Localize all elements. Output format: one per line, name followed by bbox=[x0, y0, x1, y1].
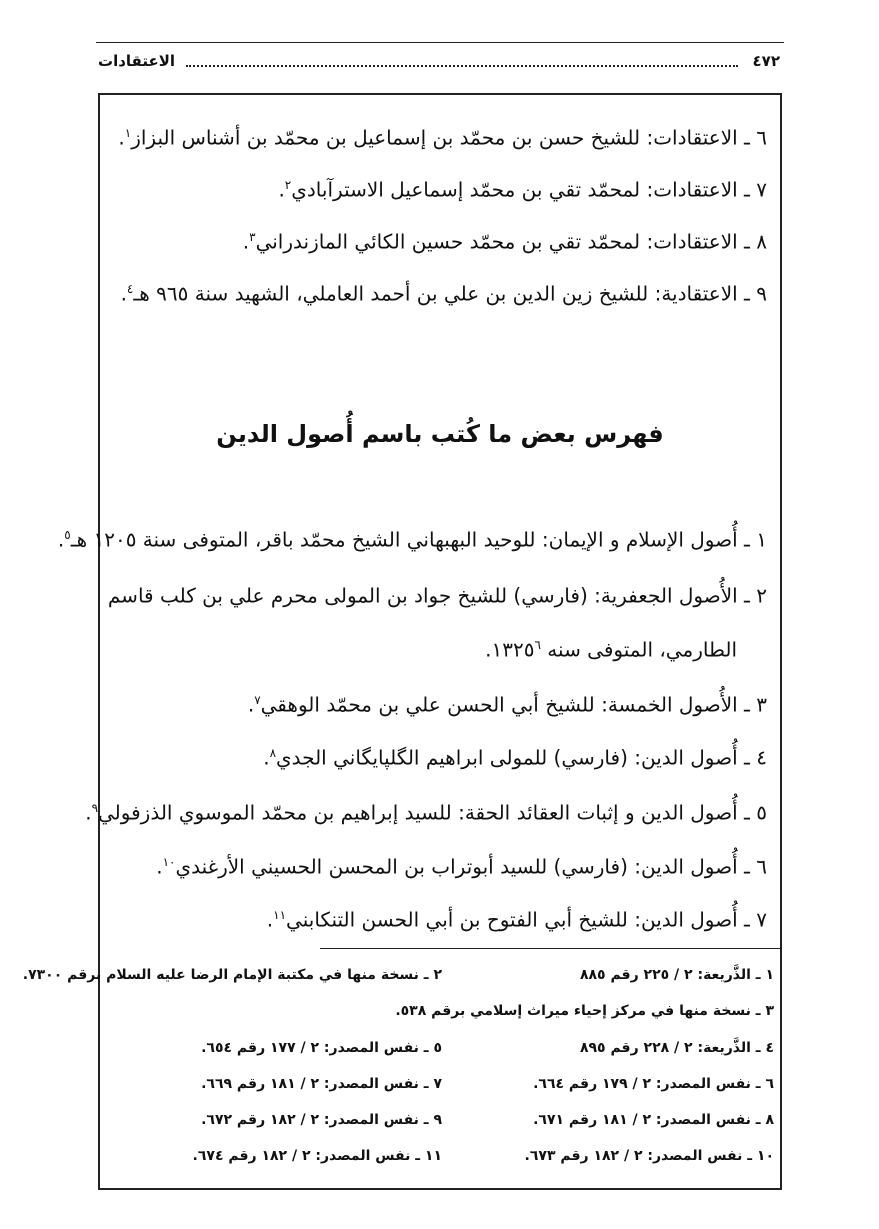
running-header bbox=[98, 52, 780, 74]
footnote: ١١ ـ نفس المصدر: ٢ / ١٨٢ رقم ٦٧٤. bbox=[192, 1148, 442, 1164]
footnote-marker: ١٠ bbox=[162, 855, 176, 869]
footnote: ٩ ـ نفس المصدر: ٢ / ١٨٢ رقم ٦٧٢. bbox=[201, 1112, 442, 1128]
footnote-separator bbox=[320, 948, 781, 949]
footnote: ١٠ ـ نفس المصدر: ٢ / ١٨٢ رقم ٦٧٣. bbox=[524, 1148, 774, 1164]
footnote: ٨ ـ نفس المصدر: ٢ / ١٨١ رقم ٦٧١. bbox=[533, 1112, 774, 1128]
header-dot-leader bbox=[186, 65, 738, 67]
footnote: ٥ ـ نفس المصدر: ٢ / ١٧٧ رقم ٦٥٤. bbox=[201, 1040, 442, 1056]
section-heading: فهرس بعض ما كُتب باسم أُصول الدين bbox=[216, 420, 664, 448]
footnote-marker: ١ bbox=[124, 126, 132, 140]
entry-line: ٦ ـ أُصول الدين: (فارسي) للسيد أبوتراب بن المحسن الحسيني الأرغندي$^{١٠}$. bbox=[156, 854, 767, 879]
footnote: ٢ ـ نسخة منها في مكتبة الإمام الرضا عليه السلام برقم ٧٣٠٠. bbox=[22, 967, 442, 983]
entry-line: ١ ـ أُصول الإسلام و الإيمان: للوحيد البهبهاني الشيخ محمّد باقر، المتوفى سنة ١٢٠٥ هـ$^٥$. bbox=[57, 527, 767, 552]
entry-line: ٦ ـ الاعتقادات: للشيخ حسن بن محمّد بن إسماعيل بن محمّد بن أشناس البزاز$^١$. bbox=[118, 125, 767, 150]
entry-line: ٨ ـ الاعتقادات: لمحمّد تقي بن محمّد حسين الكائي المازندراني$^٣$. bbox=[242, 229, 767, 254]
entry-line: ٥ ـ أُصول الدين و إثبات العقائد الحقة: للسيد إبراهيم بن محمّد الموسوي الذزفولي$^٩$. bbox=[85, 800, 767, 825]
entry-line: ٧ ـ أُصول الدين: للشيخ أبي الفتوح بن أبي الحسن التنكابني$^{١١}$. bbox=[266, 907, 767, 932]
footnote-marker: ٦ bbox=[534, 638, 541, 652]
footnote-marker: ٢ bbox=[284, 178, 292, 192]
footnote-marker: ٨ bbox=[269, 746, 277, 760]
page-number: ٤٧٢ bbox=[752, 52, 780, 70]
entry-line: ٣ ـ الأُصول الخمسة: للشيخ أبي الحسن علي بن محمّد الوهقي$^٧$. bbox=[247, 692, 767, 717]
footnote: ٣ ـ نسخة منها في مركز إحياء ميراث إسلامي برقم ٥٣٨. bbox=[395, 1003, 774, 1019]
footnote: ٧ ـ نفس المصدر: ٢ / ١٨١ رقم ٦٦٩. bbox=[201, 1076, 442, 1092]
footnote-marker: ٤ bbox=[126, 282, 134, 296]
footnote-marker: ٧ bbox=[254, 693, 261, 707]
footnote-marker: ٥ bbox=[64, 528, 71, 542]
entry-line: ٧ ـ الاعتقادات: لمحمّد تقي بن محمّد إسماعيل الاسترآبادي$^٢$. bbox=[278, 177, 767, 202]
footnote: ٦ ـ نفس المصدر: ٢ / ١٧٩ رقم ٦٦٤. bbox=[533, 1076, 774, 1092]
footnote: ٤ ـ الذَّريعة: ٢ / ٢٢٨ رقم ٨٩٥ bbox=[579, 1040, 774, 1056]
footnote-marker: ١١ bbox=[273, 908, 287, 922]
footnote-marker: ٩ bbox=[91, 801, 99, 815]
entry-line: ٤ ـ أُصول الدين: (فارسي) للمولى ابراهيم الگلپايگاني الجدي$^٨$. bbox=[263, 745, 767, 770]
entry-line-continued: الطارمي، المتوفى سنه ١٣٢٥$^٦$. bbox=[485, 637, 737, 662]
running-title: الاعتقادات bbox=[98, 52, 176, 70]
header-rule bbox=[96, 42, 784, 43]
footnote-marker: ٣ bbox=[249, 230, 256, 244]
entry-line: ٢ ـ الأُصول الجعفرية: (فارسي) للشيخ جواد بن المولى محرم علي بن كلب قاسم bbox=[107, 583, 767, 608]
footnote: ١ ـ الذَّريعة: ٢ / ٢٢٥ رقم ٨٨٥ bbox=[579, 967, 774, 983]
entry-line: ٩ ـ الاعتقادية: للشيخ زين الدين بن علي بن أحمد العاملي، الشهيد سنة ٩٦٥ هـ$^٤$. bbox=[120, 281, 767, 306]
